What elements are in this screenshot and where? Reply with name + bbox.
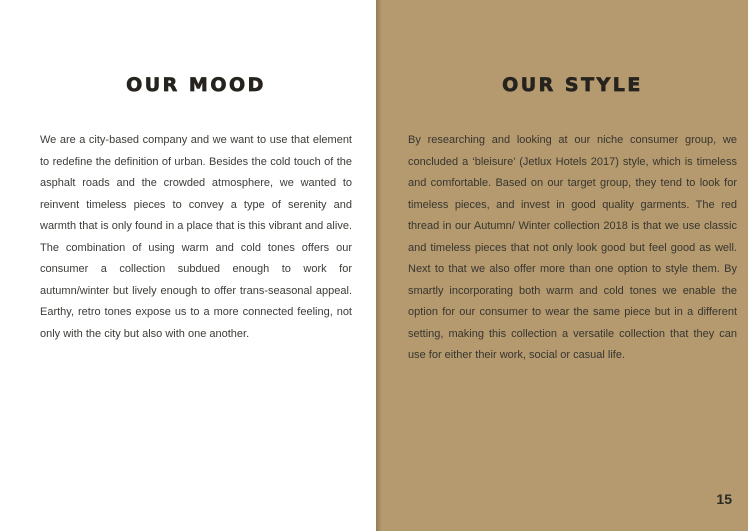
page-number: 15	[716, 491, 732, 507]
mood-heading: OUR MOOD	[126, 74, 266, 96]
style-panel	[376, 0, 748, 531]
mood-paragraph: We are a city-based company and we want to use that element to redefine the definition of urban. Besides the cold touch of the asphalt roads and the crowded atmosphere, we wanted to reinvent timeless pieces to convey a type of serenity and warmth that is only found in a place that is this vibrant and alive. The combination of using warm and cold tones offers our consumer a collection subdued enough to work for autumn/winter but lively enough to offer trans-seasonal appeal. Earthy, retro tones expose us to a more connected feeling, not only with the city but also with one another.	[40, 134, 352, 340]
style-paragraph: By researching and looking at our niche consumer group, we concluded a ‘bleisure’ (Jetlux Hotels 2017) style, which is timeless and comfortable. Based on our target group, they tend to look for timeless pieces, and invest in good quality garments. The red thread in our Autumn/ Winter collection 2018 is that we use classic and timeless pieces that not only look good but feel good as well. Next to that we also offer more than one option to style them. By smartly incorporating both warm and cold tones we enable the option for our consumer to wear the same piece but in a different setting, making this collection a versatile collection that they can use for either their work, social or casual life.	[408, 134, 737, 361]
style-heading: OUR STYLE	[502, 74, 643, 96]
